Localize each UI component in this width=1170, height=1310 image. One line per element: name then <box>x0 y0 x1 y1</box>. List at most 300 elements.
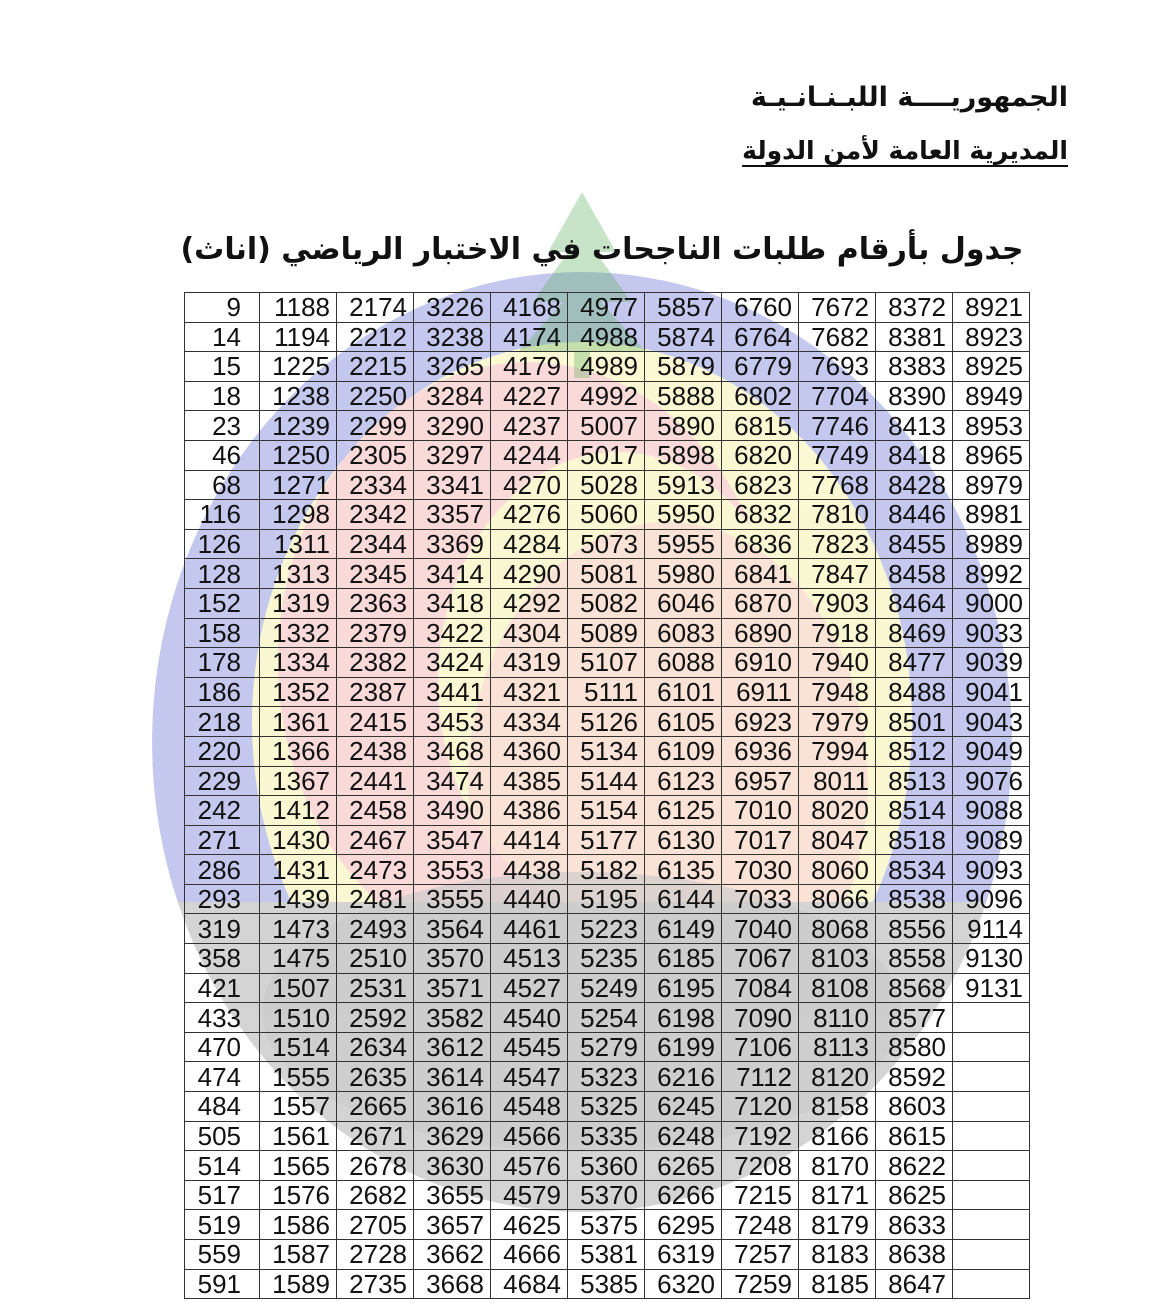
table-cell: 7248 <box>722 1210 799 1240</box>
table-cell: 7682 <box>799 322 876 352</box>
table-cell: 4992 <box>568 381 645 411</box>
table-cell: 1366 <box>260 736 337 766</box>
table-cell: 2342 <box>337 500 414 530</box>
table-cell: 4360 <box>491 736 568 766</box>
table-row <box>185 500 1030 530</box>
table-cell: 2678 <box>337 1151 414 1181</box>
table-cell: 474 <box>185 1062 260 1092</box>
table-row <box>185 529 1030 559</box>
table-cell: 4513 <box>491 944 568 974</box>
table-cell: 4168 <box>491 293 568 323</box>
table-cell: 4284 <box>491 529 568 559</box>
table-cell: 7994 <box>799 736 876 766</box>
table-cell: 2467 <box>337 825 414 855</box>
table-cell: 3341 <box>414 470 491 500</box>
table-cell: 8060 <box>799 855 876 885</box>
table-cell: 3468 <box>414 736 491 766</box>
table-row <box>185 470 1030 500</box>
table-cell: 5154 <box>568 796 645 826</box>
table-cell: 1475 <box>260 944 337 974</box>
table-cell: 6185 <box>645 944 722 974</box>
table-cell: 3453 <box>414 707 491 737</box>
table-cell: 519 <box>185 1210 260 1240</box>
table-cell: 128 <box>185 559 260 589</box>
table-cell: 8183 <box>799 1240 876 1270</box>
table-cell <box>953 1240 1030 1270</box>
table-cell: 7979 <box>799 707 876 737</box>
table-cell: 6320 <box>645 1269 722 1299</box>
table-cell: 3570 <box>414 944 491 974</box>
table-cell: 5323 <box>568 1062 645 1092</box>
table-cell: 7746 <box>799 411 876 441</box>
table-cell: 8501 <box>876 707 953 737</box>
republic-heading: الجمهوريــــة اللبـنـانـيـة <box>750 82 1068 113</box>
table-cell: 8185 <box>799 1269 876 1299</box>
table-cell: 46 <box>185 440 260 470</box>
table-row <box>185 677 1030 707</box>
table-cell: 5874 <box>645 322 722 352</box>
table-cell: 3441 <box>414 677 491 707</box>
table-cell: 5126 <box>568 707 645 737</box>
table-cell: 6109 <box>645 736 722 766</box>
table-cell: 6764 <box>722 322 799 352</box>
table-cell: 433 <box>185 1003 260 1033</box>
table-cell: 9041 <box>953 677 1030 707</box>
table-cell: 4625 <box>491 1210 568 1240</box>
table-cell: 5980 <box>645 559 722 589</box>
table-cell: 319 <box>185 914 260 944</box>
table-cell: 1510 <box>260 1003 337 1033</box>
table-cell: 5254 <box>568 1003 645 1033</box>
table-cell: 8390 <box>876 381 953 411</box>
table-cell: 6216 <box>645 1062 722 1092</box>
directorate-heading: المديرية العامة لأمن الدولة <box>742 136 1068 165</box>
table-cell: 3265 <box>414 352 491 382</box>
table-cell: 5081 <box>568 559 645 589</box>
table-row <box>185 825 1030 855</box>
table-cell: 23 <box>185 411 260 441</box>
table-cell: 1298 <box>260 500 337 530</box>
table-cell: 3414 <box>414 559 491 589</box>
table-cell: 1412 <box>260 796 337 826</box>
table-cell: 5955 <box>645 529 722 559</box>
table-cell: 3422 <box>414 618 491 648</box>
table-cell: 2493 <box>337 914 414 944</box>
table-cell: 8428 <box>876 470 953 500</box>
table-cell: 271 <box>185 825 260 855</box>
table-row <box>185 322 1030 352</box>
table-cell: 3668 <box>414 1269 491 1299</box>
table-cell: 6266 <box>645 1180 722 1210</box>
page-title: جدول بأرقام طلبات الناجحات في الاختبار الرياضي (اناث) <box>180 232 1024 267</box>
table-row <box>185 648 1030 678</box>
table-row <box>185 1092 1030 1122</box>
table-cell: 2299 <box>337 411 414 441</box>
table-cell: 7208 <box>722 1151 799 1181</box>
table-cell: 1334 <box>260 648 337 678</box>
table-row <box>185 293 1030 323</box>
table-row <box>185 736 1030 766</box>
table-row <box>185 796 1030 826</box>
table-cell: 517 <box>185 1180 260 1210</box>
table-cell: 470 <box>185 1032 260 1062</box>
table-cell: 3555 <box>414 884 491 914</box>
table-cell: 152 <box>185 588 260 618</box>
table-cell: 1194 <box>260 322 337 352</box>
table-cell: 1587 <box>260 1240 337 1270</box>
table-cell: 1565 <box>260 1151 337 1181</box>
table-cell: 6083 <box>645 618 722 648</box>
table-cell: 7033 <box>722 884 799 914</box>
table-cell: 8925 <box>953 352 1030 382</box>
table-row <box>185 1210 1030 1240</box>
table-cell: 8381 <box>876 322 953 352</box>
table-cell: 5089 <box>568 618 645 648</box>
table-cell: 2212 <box>337 322 414 352</box>
table-cell: 1188 <box>260 293 337 323</box>
table-cell: 6101 <box>645 677 722 707</box>
table-cell: 5177 <box>568 825 645 855</box>
table-cell: 6890 <box>722 618 799 648</box>
table-cell: 5182 <box>568 855 645 885</box>
table-row <box>185 381 1030 411</box>
table-row <box>185 973 1030 1003</box>
table-cell: 5279 <box>568 1032 645 1062</box>
table-cell: 6841 <box>722 559 799 589</box>
table-cell: 9000 <box>953 588 1030 618</box>
table-cell: 7084 <box>722 973 799 1003</box>
table-cell <box>953 1092 1030 1122</box>
table-cell: 8413 <box>876 411 953 441</box>
table-cell: 2438 <box>337 736 414 766</box>
table-cell: 8638 <box>876 1240 953 1270</box>
table-cell: 4440 <box>491 884 568 914</box>
table-cell: 5325 <box>568 1092 645 1122</box>
table-cell: 484 <box>185 1092 260 1122</box>
table-cell: 2387 <box>337 677 414 707</box>
table-cell: 8120 <box>799 1062 876 1092</box>
table-cell: 8011 <box>799 766 876 796</box>
table-cell: 6088 <box>645 648 722 678</box>
table-cell: 2379 <box>337 618 414 648</box>
table-row <box>185 766 1030 796</box>
table-cell: 7067 <box>722 944 799 974</box>
table-cell: 8020 <box>799 796 876 826</box>
table-row <box>185 914 1030 944</box>
table-cell: 7259 <box>722 1269 799 1299</box>
table-cell: 6923 <box>722 707 799 737</box>
table-cell: 7693 <box>799 352 876 382</box>
table-cell: 2682 <box>337 1180 414 1210</box>
table-cell: 4989 <box>568 352 645 382</box>
table-cell: 8047 <box>799 825 876 855</box>
table-row <box>185 1003 1030 1033</box>
table-cell: 8979 <box>953 470 1030 500</box>
table-cell: 9130 <box>953 944 1030 974</box>
table-cell: 2481 <box>337 884 414 914</box>
table-cell: 8179 <box>799 1210 876 1240</box>
table-cell: 5073 <box>568 529 645 559</box>
table-cell: 1250 <box>260 440 337 470</box>
table-cell: 2510 <box>337 944 414 974</box>
table-cell: 5857 <box>645 293 722 323</box>
table-cell: 5028 <box>568 470 645 500</box>
table-row <box>185 1180 1030 1210</box>
table-cell: 2344 <box>337 529 414 559</box>
table-cell: 5879 <box>645 352 722 382</box>
table-cell: 2671 <box>337 1121 414 1151</box>
table-cell: 3547 <box>414 825 491 855</box>
table-cell: 3490 <box>414 796 491 826</box>
table-cell: 7215 <box>722 1180 799 1210</box>
table-cell: 8113 <box>799 1032 876 1062</box>
table-cell: 5134 <box>568 736 645 766</box>
table-cell: 1586 <box>260 1210 337 1240</box>
table-cell: 8921 <box>953 293 1030 323</box>
table-cell: 8469 <box>876 618 953 648</box>
table-cell: 4174 <box>491 322 568 352</box>
table-cell: 2250 <box>337 381 414 411</box>
table-cell: 6130 <box>645 825 722 855</box>
table-cell: 7810 <box>799 500 876 530</box>
table-row <box>185 559 1030 589</box>
table-cell: 8513 <box>876 766 953 796</box>
table-cell: 7704 <box>799 381 876 411</box>
table-cell: 3226 <box>414 293 491 323</box>
table-cell: 1352 <box>260 677 337 707</box>
table-cell: 7940 <box>799 648 876 678</box>
table-cell: 3630 <box>414 1151 491 1181</box>
table-cell: 6245 <box>645 1092 722 1122</box>
table-cell: 3657 <box>414 1210 491 1240</box>
table-cell: 2345 <box>337 559 414 589</box>
table-cell: 4576 <box>491 1151 568 1181</box>
table-cell: 8577 <box>876 1003 953 1033</box>
table-cell: 7010 <box>722 796 799 826</box>
table-cell: 186 <box>185 677 260 707</box>
table-cell: 5195 <box>568 884 645 914</box>
table-cell: 9096 <box>953 884 1030 914</box>
table-cell: 8633 <box>876 1210 953 1240</box>
table-cell: 7749 <box>799 440 876 470</box>
table-cell: 421 <box>185 973 260 1003</box>
table-cell <box>953 1180 1030 1210</box>
table-cell: 1319 <box>260 588 337 618</box>
table-cell: 4547 <box>491 1062 568 1092</box>
table-cell: 8625 <box>876 1180 953 1210</box>
table-cell: 8647 <box>876 1269 953 1299</box>
table-cell: 6802 <box>722 381 799 411</box>
table-cell: 3418 <box>414 588 491 618</box>
table-cell: 4977 <box>568 293 645 323</box>
table-row <box>185 618 1030 648</box>
table-cell: 5898 <box>645 440 722 470</box>
table-cell: 8518 <box>876 825 953 855</box>
table-cell: 2174 <box>337 293 414 323</box>
table-cell: 5381 <box>568 1240 645 1270</box>
table-cell: 5888 <box>645 381 722 411</box>
table-cell: 2635 <box>337 1062 414 1092</box>
table-cell: 6820 <box>722 440 799 470</box>
table-cell: 3612 <box>414 1032 491 1062</box>
table-cell <box>953 1269 1030 1299</box>
table-cell: 5235 <box>568 944 645 974</box>
table-row <box>185 1269 1030 1299</box>
table-cell: 4321 <box>491 677 568 707</box>
table-cell: 8068 <box>799 914 876 944</box>
table-cell: 7903 <box>799 588 876 618</box>
table-cell: 3424 <box>414 648 491 678</box>
table-cell: 9049 <box>953 736 1030 766</box>
table-cell: 3238 <box>414 322 491 352</box>
table-cell: 286 <box>185 855 260 885</box>
table-cell: 1311 <box>260 529 337 559</box>
table-cell: 3369 <box>414 529 491 559</box>
table-cell: 8383 <box>876 352 953 382</box>
table-row <box>185 1032 1030 1062</box>
table-cell: 3357 <box>414 500 491 530</box>
table-cell: 8066 <box>799 884 876 914</box>
table-cell: 6198 <box>645 1003 722 1033</box>
table-cell: 2728 <box>337 1240 414 1270</box>
table-cell: 1576 <box>260 1180 337 1210</box>
table-cell: 5007 <box>568 411 645 441</box>
table-row <box>185 1240 1030 1270</box>
table-cell: 3582 <box>414 1003 491 1033</box>
table-cell: 4244 <box>491 440 568 470</box>
table-cell: 6135 <box>645 855 722 885</box>
table-cell: 5360 <box>568 1151 645 1181</box>
table-cell: 3629 <box>414 1121 491 1151</box>
table-cell: 5082 <box>568 588 645 618</box>
table-cell: 2458 <box>337 796 414 826</box>
table-cell: 7017 <box>722 825 799 855</box>
table-cell: 591 <box>185 1269 260 1299</box>
table-cell: 1430 <box>260 825 337 855</box>
table-cell: 6911 <box>722 677 799 707</box>
table-cell: 1271 <box>260 470 337 500</box>
table-cell: 4527 <box>491 973 568 1003</box>
table-row <box>185 707 1030 737</box>
table-cell: 5913 <box>645 470 722 500</box>
table-cell: 4414 <box>491 825 568 855</box>
table-cell <box>953 1062 1030 1092</box>
table-cell: 6836 <box>722 529 799 559</box>
table-cell: 1367 <box>260 766 337 796</box>
table-row <box>185 411 1030 441</box>
table-cell: 8965 <box>953 440 1030 470</box>
table-cell: 1555 <box>260 1062 337 1092</box>
table-cell: 1431 <box>260 855 337 885</box>
table-cell: 8488 <box>876 677 953 707</box>
table-cell: 7192 <box>722 1121 799 1151</box>
table-cell: 8170 <box>799 1151 876 1181</box>
table-cell: 8171 <box>799 1180 876 1210</box>
table-cell: 514 <box>185 1151 260 1181</box>
table-cell: 7040 <box>722 914 799 944</box>
table-cell <box>953 1151 1030 1181</box>
table-cell: 3571 <box>414 973 491 1003</box>
table-cell: 4386 <box>491 796 568 826</box>
table-cell: 4566 <box>491 1121 568 1151</box>
table-cell: 559 <box>185 1240 260 1270</box>
table-cell: 8108 <box>799 973 876 1003</box>
table-cell: 5107 <box>568 648 645 678</box>
table-cell: 6295 <box>645 1210 722 1240</box>
table-row <box>185 1062 1030 1092</box>
table-cell <box>953 1210 1030 1240</box>
table-cell: 5144 <box>568 766 645 796</box>
table-cell: 1589 <box>260 1269 337 1299</box>
table-cell: 5060 <box>568 500 645 530</box>
table-cell: 4540 <box>491 1003 568 1033</box>
table-cell: 8103 <box>799 944 876 974</box>
table-cell: 7672 <box>799 293 876 323</box>
table-cell: 4666 <box>491 1240 568 1270</box>
table-cell: 4461 <box>491 914 568 944</box>
table-cell: 1473 <box>260 914 337 944</box>
table-cell: 4579 <box>491 1180 568 1210</box>
table-cell: 8477 <box>876 648 953 678</box>
table-cell: 7918 <box>799 618 876 648</box>
table-cell: 7090 <box>722 1003 799 1033</box>
table-cell: 3614 <box>414 1062 491 1092</box>
table-cell: 6936 <box>722 736 799 766</box>
table-cell: 8580 <box>876 1032 953 1062</box>
table-cell: 358 <box>185 944 260 974</box>
table-cell: 4545 <box>491 1032 568 1062</box>
table-cell: 4304 <box>491 618 568 648</box>
table-cell: 18 <box>185 381 260 411</box>
table-cell: 5017 <box>568 440 645 470</box>
table-cell: 7823 <box>799 529 876 559</box>
table-cell: 1439 <box>260 884 337 914</box>
table-cell: 2441 <box>337 766 414 796</box>
table-cell: 1361 <box>260 707 337 737</box>
table-cell: 6046 <box>645 588 722 618</box>
table-cell: 3290 <box>414 411 491 441</box>
table-cell: 6149 <box>645 914 722 944</box>
table-cell: 4988 <box>568 322 645 352</box>
table-cell: 9043 <box>953 707 1030 737</box>
table-cell <box>953 1032 1030 1062</box>
table-cell: 8592 <box>876 1062 953 1092</box>
table-cell: 2592 <box>337 1003 414 1033</box>
table-cell: 6195 <box>645 973 722 1003</box>
table-cell: 5223 <box>568 914 645 944</box>
table-cell: 8372 <box>876 293 953 323</box>
table-cell: 8534 <box>876 855 953 885</box>
table-cell: 6815 <box>722 411 799 441</box>
table-cell: 126 <box>185 529 260 559</box>
table-cell: 6910 <box>722 648 799 678</box>
table-cell: 2735 <box>337 1269 414 1299</box>
table-cell: 1239 <box>260 411 337 441</box>
table-cell: 6319 <box>645 1240 722 1270</box>
table-cell: 4319 <box>491 648 568 678</box>
table-cell: 6760 <box>722 293 799 323</box>
table-cell: 7768 <box>799 470 876 500</box>
table-cell: 8568 <box>876 973 953 1003</box>
table-cell: 9033 <box>953 618 1030 648</box>
table-cell: 5385 <box>568 1269 645 1299</box>
table-row <box>185 352 1030 382</box>
table-cell: 3616 <box>414 1092 491 1122</box>
table-cell: 8514 <box>876 796 953 826</box>
table-cell: 9114 <box>953 914 1030 944</box>
table-cell: 6957 <box>722 766 799 796</box>
table-cell: 3553 <box>414 855 491 885</box>
